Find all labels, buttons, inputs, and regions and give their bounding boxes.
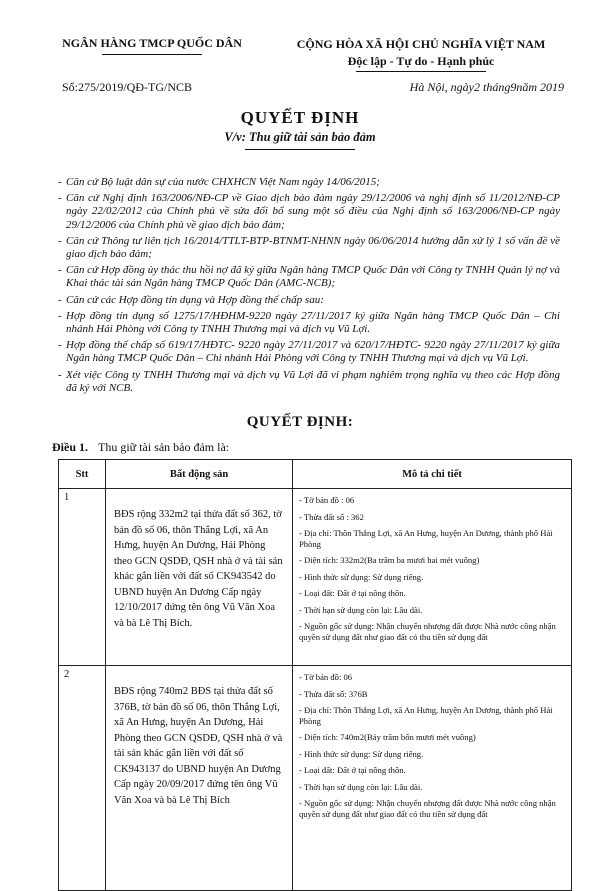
row-property: BĐS rộng 332m2 tại thửa đất số 362, tờ bản đồ số 06, thôn Thắng Lợi, xã An Hưng, huyện An Dương, Hải Phòng theo GCN QSDĐ, QSH nhà ở và tài sản khác gắn liền với đất số CK943542 do UBND huyện An Dương Cấp ngày 12/10/2017 đứng tên ông Vũ Văn Xoa và bà Lê Thị Bích. <box>106 489 293 666</box>
decision-heading: QUYẾT ĐỊNH: <box>246 414 354 430</box>
detail-line: - Hình thức sử dụng: Sử dụng riêng. <box>299 571 424 582</box>
legal-basis-item: - Hợp đồng thế chấp số 619/17/HĐTC- 9220 ngày 27/11/2017 và 620/17/HĐTC- 9220 ngày 27/11/2017 ký giữa Ngân hàng TMCP Quốc Dân – Chi nhánh Hải Phòng với Công ty TNHH Thương mại và dịch vụ Vũ Lợi. <box>58 339 560 365</box>
detail-line: - Địa chỉ: Thôn Thắng Lợi, xã An Hưng, huyện An Dương, thành phố Hải Phòng <box>299 705 553 726</box>
legal-bases-list <box>58 176 560 398</box>
detail-line: - Thửa đất số : 362 <box>299 511 364 522</box>
detail-line: - Diện tích: 332m2(Ba trăm ba mươi hai mét vuông) <box>299 555 480 565</box>
date-line: Hà Nội, ngày2 tháng9năm 2019 <box>409 80 564 94</box>
subject-underline <box>245 149 355 150</box>
national-motto: Độc lập - Tự do - Hạnh phúc <box>347 54 495 68</box>
collateral-table <box>58 459 572 891</box>
detail-line: - Tờ bản đồ: 06 <box>299 672 353 682</box>
detail-line: - Loại đất: Đất ở tại nông thôn. <box>299 765 406 775</box>
detail-line: - Thời hạn sử dụng còn lại: Lâu dài. <box>299 781 423 792</box>
row-property: BĐS rộng 740m2 BĐS tại thửa đất số 376B, tờ bản đồ số 06, thôn Thắng Lợi, xã An Hưng, huyện An Dương, Hải Phòng theo GCN QSDĐ, QSH nhà ở và tài sản khác gắn liền với đất số CK943137 do UBND huyện An Dương Cấp ngày 20/09/2017 đứng tên ông Vũ Văn Xoa và bà Lê Thị Bích <box>106 666 293 891</box>
legal-basis-item: - Căn cứ Nghị định 163/2006/NĐ-CP về Giao dịch bảo đảm ngày 29/12/2006 và nghị định số 11/2012/NĐ-CP ngày 22/02/2012 của Chính phủ về sửa đổi bổ sung một số điều của Nghị định số 163/2006/NĐ-CP ngày 29/12/2006 của Chính phủ về giao dịch bảo đảm; <box>58 192 560 232</box>
subject-text: V/v: Thu giữ tài sản bảo đảm <box>224 130 376 144</box>
country-name: CỘNG HÒA XÃ HỘI CHỦ NGHĨA VIỆT NAM <box>296 37 546 51</box>
bank-header <box>54 36 250 55</box>
legal-basis-item: - Căn cứ Bộ luật dân sự của nước CHXHCN Việt Nam ngày 14/06/2015; <box>58 176 560 189</box>
detail-line: - Nguồn gốc sử dụng: Nhận chuyển nhượng đất được Nhà nước công nhận quyền sử dụng đất như giao đất có thu tiền sử dụng đất <box>299 621 556 642</box>
table-header-row <box>59 460 572 489</box>
document-subject <box>0 130 600 150</box>
bank-name-underline <box>102 54 202 55</box>
detail-line: - Tờ bản đồ : 06 <box>299 495 355 505</box>
detail-line: - Địa chỉ: Thôn Thắng Lợi, xã An Hưng, huyện An Dương, thành phố Hải Phòng <box>299 528 553 549</box>
row-details <box>293 489 572 666</box>
legal-basis-item: - Căn cứ Thông tư liên tịch 16/2014/TTLT-BTP-BTNMT-NHNN ngày 06/06/2014 hướng dẫn xử lý 1 số vấn đề về giao dịch bảo đảm; <box>58 235 560 261</box>
legal-basis-item: - Xét việc Công ty TNHH Thương mại và dịch vụ Vũ Lợi đã vi phạm nghiêm trọng nghĩa vụ theo các Hợp đồng đã ký với NCB. <box>58 369 560 395</box>
detail-line: - Thời hạn sử dụng còn lại: Lâu dài. <box>299 604 423 615</box>
document-title: QUYẾT ĐỊNH <box>240 108 360 127</box>
table-row <box>59 666 572 891</box>
legal-basis-item: - Căn cứ Hợp đồng ủy thác thu hồi nợ đã ký giữa Ngân hàng TMCP Quốc Dân với Công ty TNHH Quản lý nợ và Khai thác tài sản Ngân hàng TMCP Quốc Dân (AMC-NCB); <box>58 264 560 290</box>
detail-line: - Thửa đất số: 376B <box>299 688 368 699</box>
document-number: Số:275/2019/QĐ-TG/NCB <box>62 80 193 94</box>
motto-underline <box>356 71 486 72</box>
detail-line: - Hình thức sử dụng: Sử dụng riêng. <box>299 748 424 759</box>
bank-name: NGÂN HÀNG TMCP QUỐC DÂN <box>62 36 242 50</box>
detail-line: - Diện tích: 740m2(Bảy trăm bốn mươi mét vuông) <box>299 732 476 742</box>
row-stt: 1 <box>59 489 106 666</box>
article-1 <box>52 440 229 455</box>
national-header <box>278 36 564 72</box>
row-stt: 2 <box>59 666 106 891</box>
detail-line: - Nguồn gốc sử dụng: Nhận chuyển nhượng đất được Nhà nước công nhận quyền sử dụng đất như giao đất có thu tiền sử dụng đất <box>299 798 556 819</box>
header-property: Bất động sản <box>106 460 293 489</box>
table-row <box>59 489 572 666</box>
article-text: Thu giữ tài sản bảo đảm là: <box>98 440 230 454</box>
legal-basis-item: - Căn cứ các Hợp đồng tín dụng và Hợp đồng thế chấp sau: <box>58 294 560 307</box>
header-stt: Stt <box>59 460 106 489</box>
legal-basis-item: - Hợp đồng tín dụng số 1275/17/HĐHM-9220 ngày 27/11/2017 ký giữa Ngân hàng TMCP Quốc Dân – Chi nhánh Hải Phòng với Công ty TNHH Thương mại và dịch vụ Vũ Lợi. <box>58 310 560 336</box>
header-details: Mô tả chi tiết <box>293 460 572 489</box>
detail-line: - Loại đất: Đất ở tại nông thôn. <box>299 588 406 598</box>
row-details <box>293 666 572 891</box>
article-label: Điều 1. <box>52 440 88 454</box>
